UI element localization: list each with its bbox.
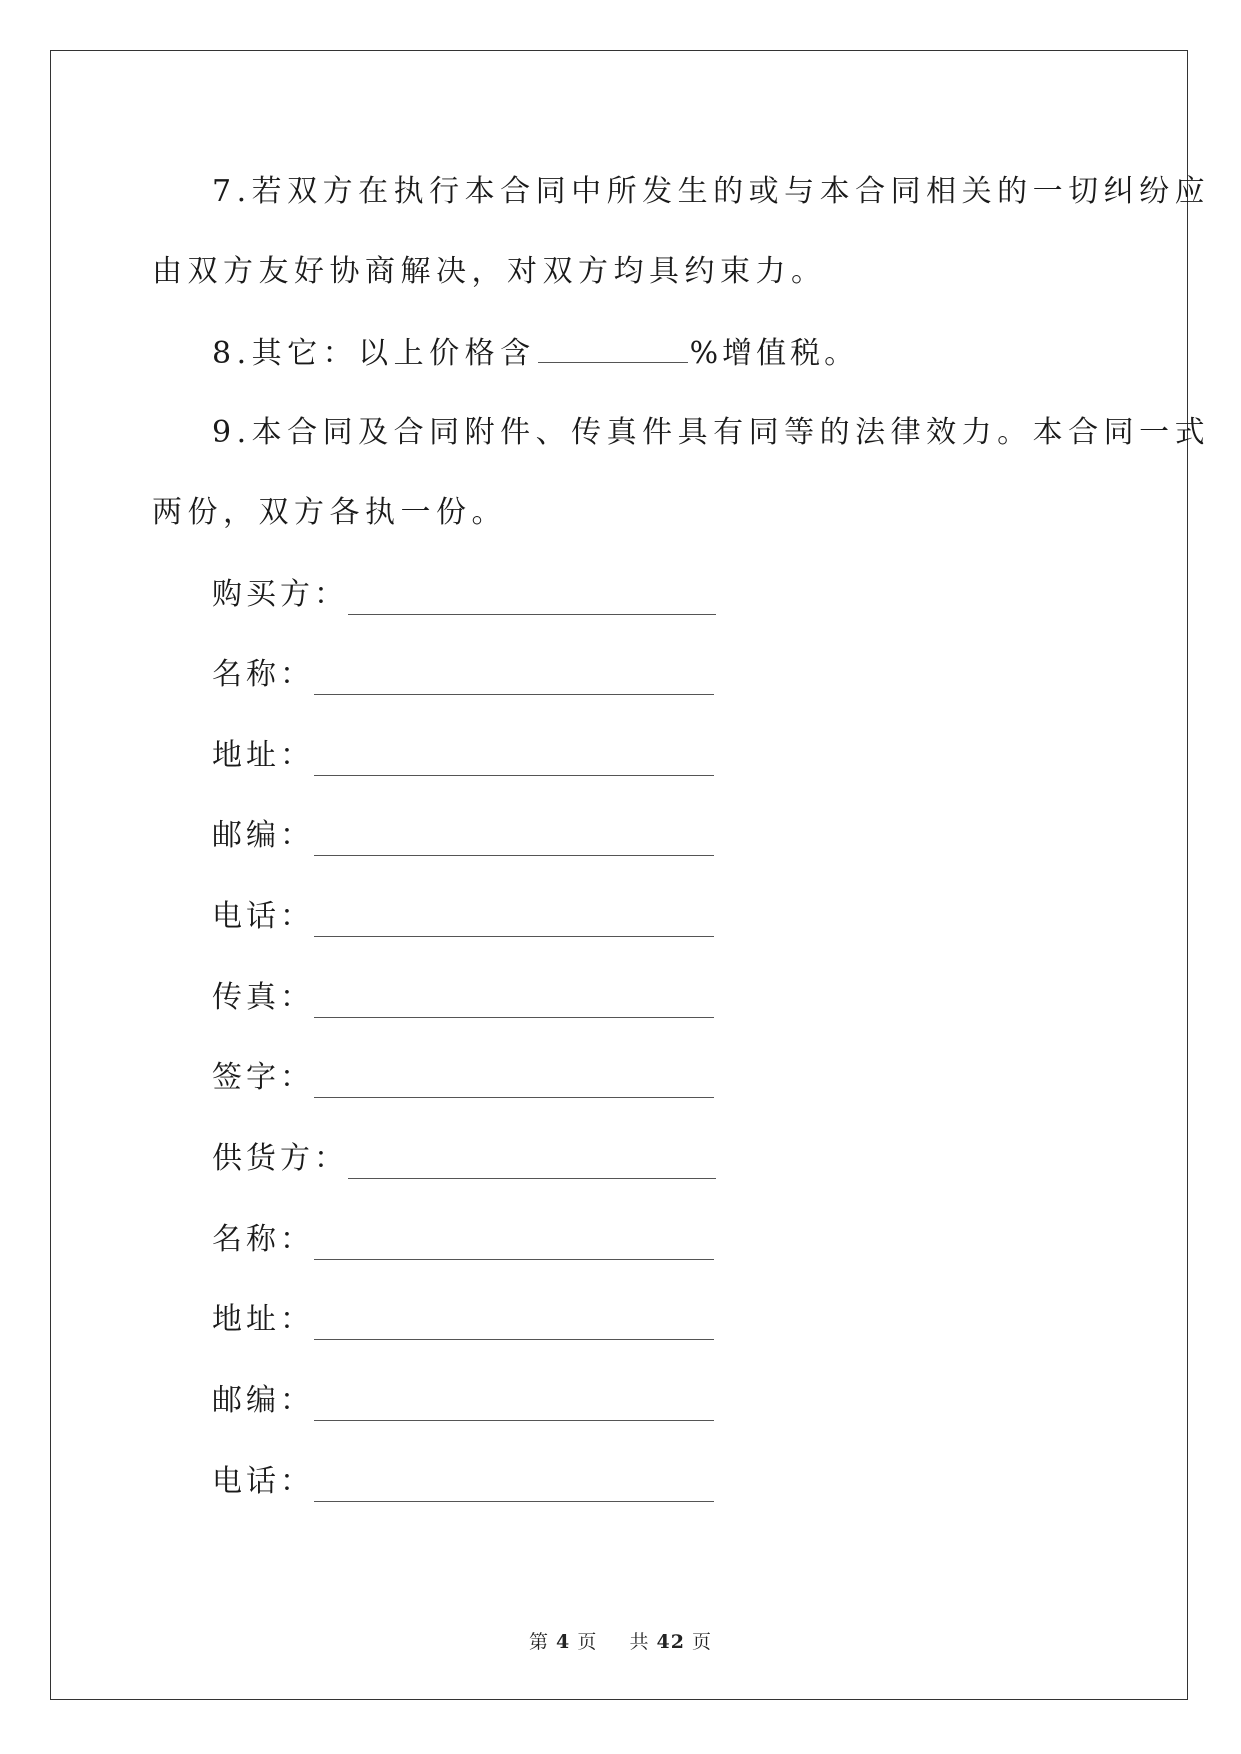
supplier-name-field bbox=[212, 1220, 714, 1260]
clause-9-line-1: 9.本合同及合同附件、传真件具有同等的法律效力。本合同一式 bbox=[212, 415, 1211, 450]
supplier-party-field bbox=[212, 1139, 716, 1179]
buyer-postcode-blank[interactable] bbox=[314, 829, 714, 856]
page-prefix: 第 bbox=[528, 1631, 549, 1653]
buyer-phone-blank[interactable] bbox=[314, 910, 714, 937]
buyer-fax-field bbox=[212, 978, 714, 1018]
buyer-phone-label: 电话： bbox=[212, 899, 314, 934]
buyer-name-blank[interactable] bbox=[314, 668, 714, 695]
vat-rate-blank[interactable] bbox=[538, 336, 688, 363]
supplier-postcode-label: 邮编： bbox=[212, 1383, 314, 1418]
buyer-address-field bbox=[212, 736, 714, 776]
buyer-address-label: 地址： bbox=[212, 738, 314, 773]
page-border bbox=[50, 50, 1188, 1700]
total-prefix: 共 bbox=[629, 1631, 650, 1653]
buyer-postcode-label: 邮编： bbox=[212, 818, 314, 853]
buyer-fax-blank[interactable] bbox=[314, 991, 714, 1018]
supplier-party-blank[interactable] bbox=[348, 1152, 716, 1179]
page-footer bbox=[0, 1630, 1241, 1654]
clause-8-suffix: %增值税。 bbox=[689, 336, 859, 371]
supplier-address-blank[interactable] bbox=[314, 1313, 714, 1340]
clause-8 bbox=[212, 334, 858, 374]
buyer-postcode-field bbox=[212, 816, 714, 856]
buyer-signature-blank[interactable] bbox=[314, 1071, 714, 1098]
buyer-party-blank[interactable] bbox=[348, 588, 716, 615]
page-number: 4 bbox=[556, 1631, 571, 1653]
supplier-postcode-field bbox=[212, 1381, 714, 1421]
buyer-fax-label: 传真： bbox=[212, 980, 314, 1015]
supplier-name-blank[interactable] bbox=[314, 1233, 714, 1260]
total-suffix: 页 bbox=[692, 1631, 713, 1653]
clause-7-line-1: 7.若双方在执行本合同中所发生的或与本合同相关的一切纠纷应 bbox=[212, 174, 1211, 209]
supplier-postcode-blank[interactable] bbox=[314, 1394, 714, 1421]
supplier-phone-label: 电话： bbox=[212, 1464, 314, 1499]
buyer-address-blank[interactable] bbox=[314, 749, 714, 776]
buyer-name-field bbox=[212, 655, 714, 695]
supplier-address-field bbox=[212, 1300, 714, 1340]
buyer-signature-label: 签字： bbox=[212, 1060, 314, 1095]
supplier-party-label: 供货方： bbox=[212, 1141, 348, 1176]
buyer-signature-field bbox=[212, 1058, 714, 1098]
total-pages: 42 bbox=[656, 1631, 685, 1653]
buyer-phone-field bbox=[212, 897, 714, 937]
supplier-phone-blank[interactable] bbox=[314, 1475, 714, 1502]
clause-9-line-2: 两份，双方各执一份。 bbox=[152, 495, 507, 530]
supplier-name-label: 名称： bbox=[212, 1222, 314, 1257]
buyer-party-field bbox=[212, 575, 716, 615]
buyer-name-label: 名称： bbox=[212, 657, 314, 692]
supplier-phone-field bbox=[212, 1462, 714, 1502]
clause-7-line-2: 由双方友好协商解决，对双方均具约束力。 bbox=[152, 254, 827, 289]
page-suffix: 页 bbox=[577, 1631, 598, 1653]
clause-8-prefix: 8.其它：以上价格含 bbox=[212, 336, 536, 371]
buyer-party-label: 购买方： bbox=[212, 577, 348, 612]
supplier-address-label: 地址： bbox=[212, 1302, 314, 1337]
